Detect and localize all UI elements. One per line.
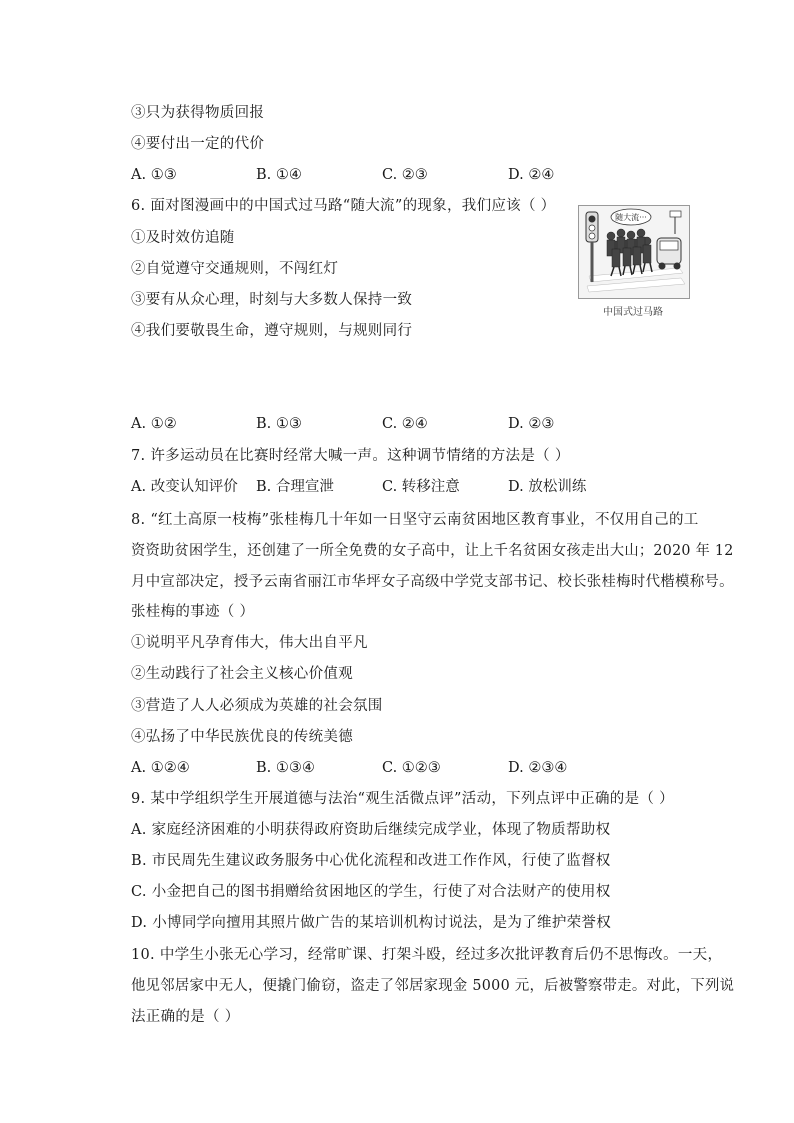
q8-item-1: ①说明平凡孕育伟大，伟大出自平凡 [131, 635, 368, 651]
q6-option-c: C. ②④ [382, 416, 428, 432]
crossing-cartoon [578, 205, 690, 299]
q6-option-b: B. ①③ [256, 416, 302, 432]
q8-item-4: ④弘扬了中华民族优良的传统美德 [131, 729, 353, 745]
q6-item-3: ③要有从众心理，时刻与大多数人保持一致 [131, 292, 413, 308]
q9-choice-c: C. 小金把自己的图书捐赠给贫困地区的学生，行使了对合法财产的使用权 [131, 884, 611, 900]
q8-stem-line-1: 8. “红土高原一枝梅”张桂梅几十年如一日坚守云南贫困地区教育事业，不仅用自己的工 [131, 512, 699, 528]
q7-option-d: D. 放松训练 [508, 479, 587, 495]
q5-option-d: D. ②④ [508, 167, 555, 183]
q8-item-2: ②生动践行了社会主义核心价值观 [131, 666, 353, 682]
q6-item-1: ①及时效仿追随 [131, 230, 235, 246]
q6-option-a: A. ①② [131, 416, 177, 432]
q9-choice-a: A. 家庭经济困难的小明获得政府资助后继续完成学业，体现了物质帮助权 [131, 822, 611, 838]
q5-item-3: ③只为获得物质回报 [131, 105, 265, 121]
q7-option-c: C. 转移注意 [382, 479, 460, 495]
cartoon-bubble-text: 随大流··· [615, 213, 647, 222]
q8-item-3: ③营造了人人必须成为英雄的社会氛围 [131, 698, 383, 714]
q9-choice-b: B. 市民周先生建议政务服务中心优化流程和改进工作作风，行使了监督权 [131, 853, 611, 869]
q5-item-4: ④要付出一定的代价 [131, 136, 265, 152]
q5-option-c: C. ②③ [382, 167, 428, 183]
q6-option-d: D. ②③ [508, 416, 555, 432]
q6-stem: 6. 面对图漫画中的中国式过马路“随大流”的现象，我们应该（ ） [131, 198, 556, 214]
q10-stem-line-2: 他见邻居家中无人，便撬门偷窃，盗走了邻居家现金 5000 元，后被警察带走。对此，下列说 [131, 978, 735, 994]
q9-stem: 9. 某中学组织学生开展道德与法治“观生活微点评”活动，下列点评中正确的是（ ） [131, 791, 674, 807]
cartoon-caption: 中国式过马路 [603, 307, 663, 318]
q8-option-d: D. ②③④ [508, 760, 568, 776]
q8-stem-line-3: 月中宣部决定，授予云南省丽江市华坪女子高级中学党支部书记、校长张桂梅时代楷模称号。 [131, 574, 734, 590]
q10-stem-line-1: 10. 中学生小张无心学习，经常旷课、打架斗殴，经过多次批评教育后仍不思悔改。一天， [131, 947, 723, 963]
q6-item-2: ②自觉遵守交通规则，不闯红灯 [131, 261, 339, 277]
q9-choice-d: D. 小博同学向擅用其照片做广告的某培训机构讨说法，是为了维护荣誉权 [131, 915, 612, 931]
q5-option-a: A. ①③ [131, 167, 177, 183]
q8-option-a: A. ①②④ [131, 760, 190, 776]
q8-stem-line-2: 资资助贫困学生，还创建了一所全免费的女子高中，让上千名贫困女孩走出大山；2020 年 12 [131, 543, 734, 559]
q5-option-b: B. ①④ [256, 167, 302, 183]
q7-stem: 7. 许多运动员在比赛时经常大喊一声。这种调节情绪的方法是（ ） [131, 448, 570, 464]
q6-item-4: ④我们要敬畏生命，遵守规则，与规则同行 [131, 323, 413, 339]
q8-stem-line-4: 张桂梅的事迹（ ） [131, 604, 255, 620]
q8-option-b: B. ①③④ [256, 760, 315, 776]
q7-option-b: B. 合理宣泄 [256, 479, 334, 495]
q7-option-a: A. 改变认知评价 [131, 479, 238, 495]
q10-stem-line-3: 法正确的是（ ） [131, 1009, 240, 1025]
q8-option-c: C. ①②③ [382, 760, 441, 776]
